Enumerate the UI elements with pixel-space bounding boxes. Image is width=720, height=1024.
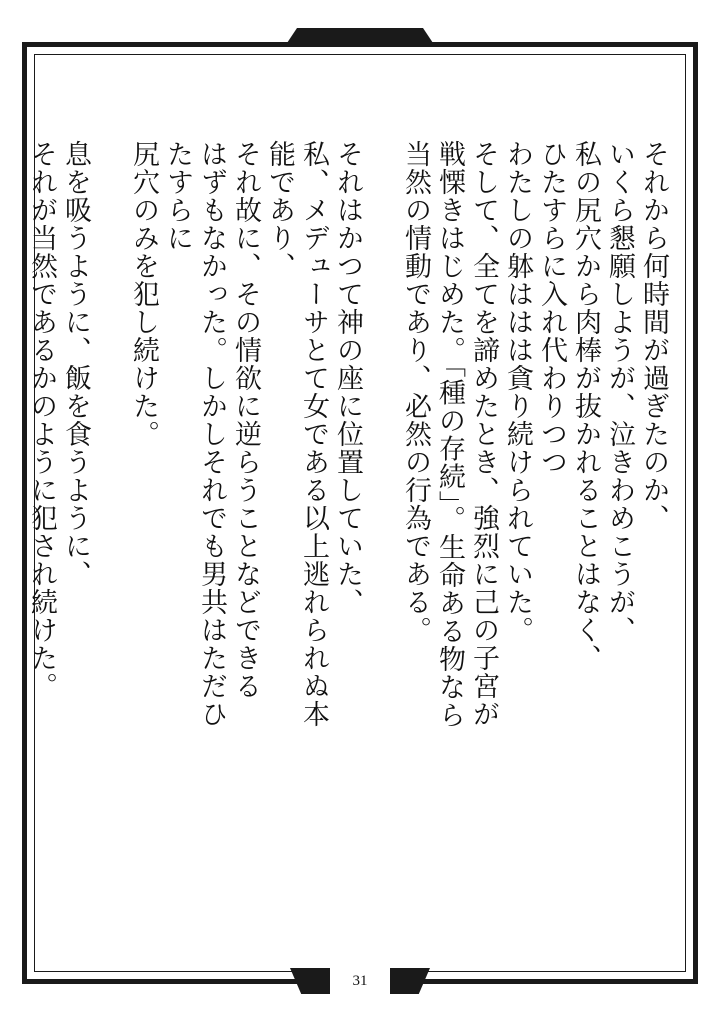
text-line: それ故に、その情欲に逆らうことなどできる	[230, 140, 261, 700]
text-line: それはかつて神の座に位置していた、	[332, 140, 363, 616]
page-number: 31	[330, 968, 390, 994]
text-line: 私の尻穴から肉棒が抜かれることはなく、	[570, 140, 601, 672]
text-line: 戦慄きはじめた。「種の存続」。生命ある物なら	[434, 140, 465, 729]
paragraph-4	[24, 140, 92, 740]
paragraph-2	[398, 140, 500, 740]
story-text	[26, 140, 670, 740]
text-line: いくら懇願しようが、泣きわめこうが、	[604, 140, 635, 644]
text-line: はずもなかった。しかしそれでも男共はただひたすらに	[162, 140, 227, 728]
text-line: それが当然であるかのように犯され続けた。	[26, 140, 57, 700]
text-line: 尻穴のみを犯し続けた。	[128, 140, 159, 448]
text-line: それから何時間が過ぎたのか、	[638, 140, 669, 532]
text-line: 当然の情動であり、必然の行為である。	[400, 140, 431, 644]
text-line: わたしの躰ははは貪り続けられていた。	[502, 140, 533, 644]
text-line: 私、メデューサとて女である以上逃れられぬ本能であり、	[264, 140, 329, 728]
text-line: 息を吸うように、飯を食うように、	[60, 140, 91, 588]
text-line: そして、全てを諦めたとき、強烈に己の子宮が	[468, 140, 499, 728]
text-line: ひたすらに入れ代わりつつ	[536, 140, 567, 476]
paragraph-3	[126, 140, 364, 740]
paragraph-1	[500, 140, 670, 740]
